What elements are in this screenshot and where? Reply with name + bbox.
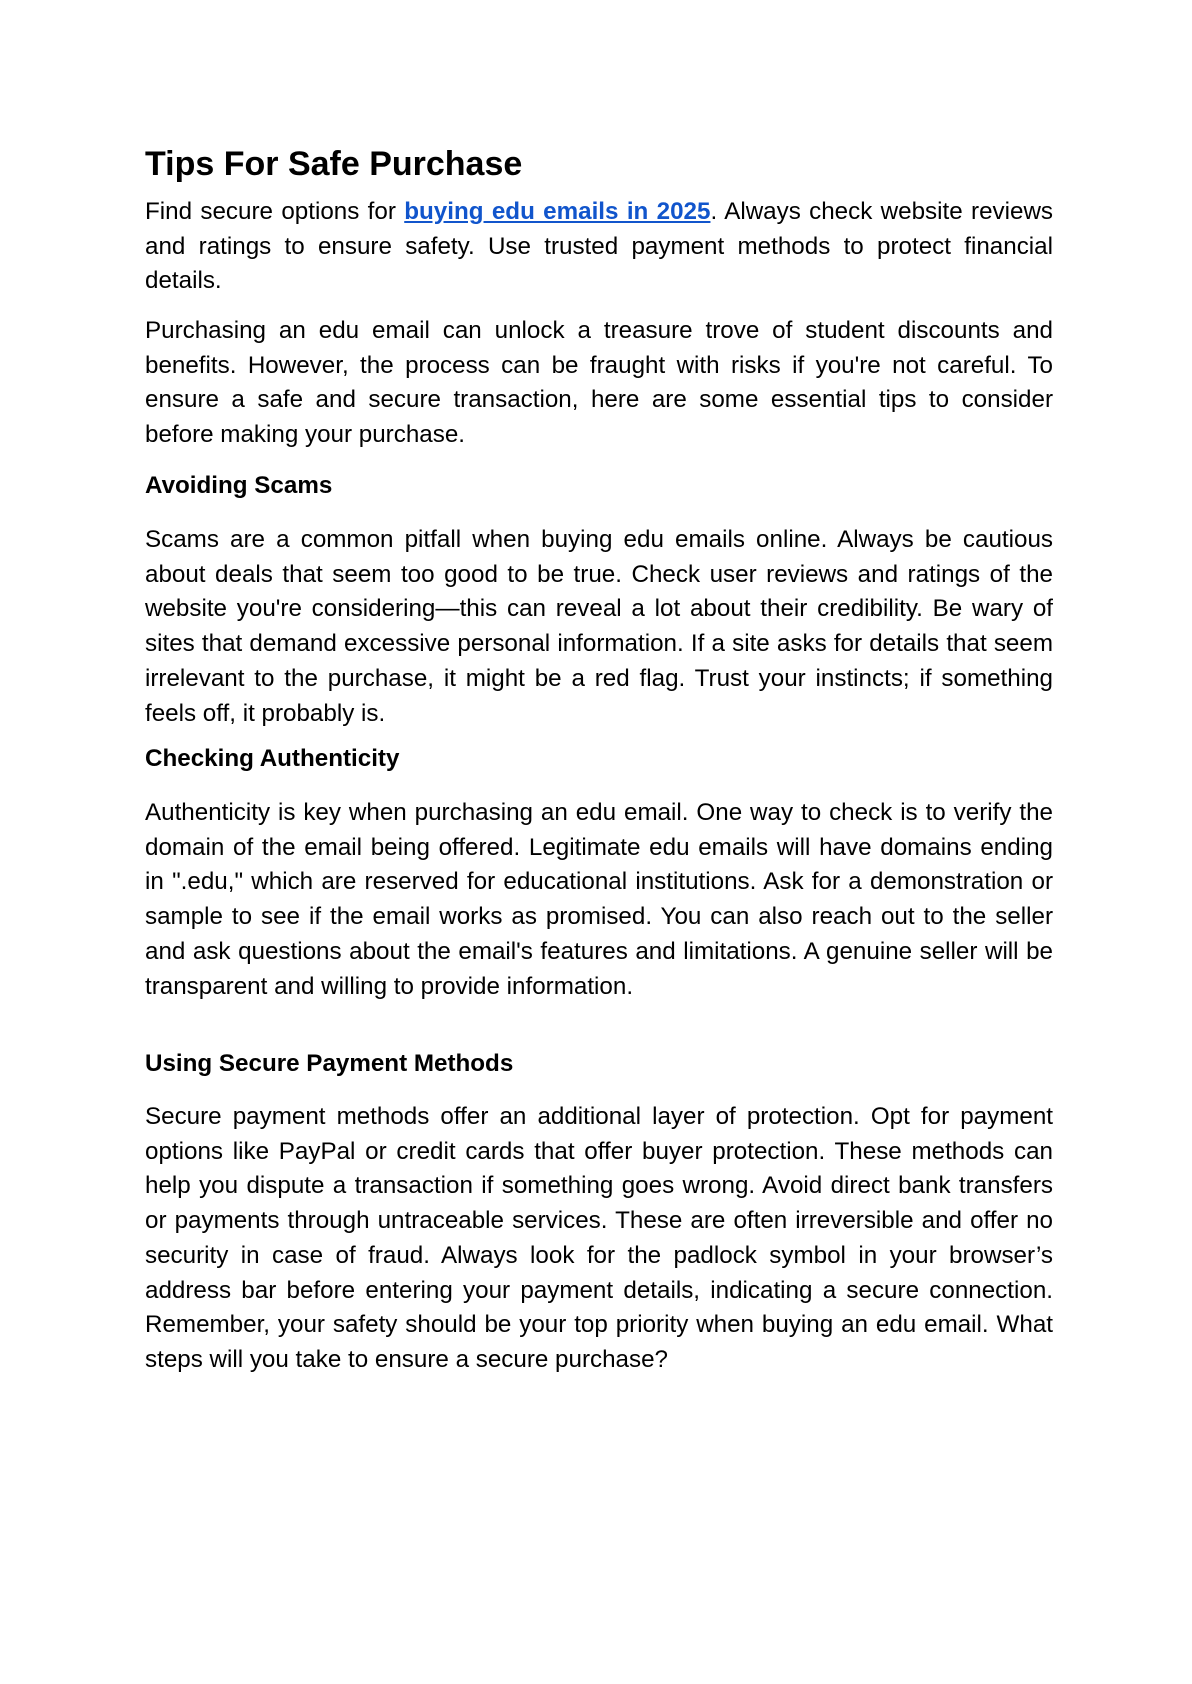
page-title: Tips For Safe Purchase: [145, 145, 523, 183]
section-heading-avoiding-scams: Avoiding Scams: [145, 472, 333, 499]
intro-text-after-link: . Always check website reviews and ratings to ensure safety. Use trusted payment methods to protect financial details.: [145, 198, 1053, 295]
section-body-secure-payment: Secure payment methods offer an additional layer of protection. Opt for payment options like PayPal or credit cards that offer buyer protection. These methods can help you dispute a transaction if something goes wrong. Avoid direct bank transfers or payments through untraceable services. These are often irreversible and offer no security in case of fraud. Always look for the padlock symbol in your browser’s address bar before entering your payment details, indicating a secure connection. Remember, your safety should be your top priority when buying an edu email. What steps will you take to ensure a secure purchase?: [145, 1103, 1053, 1373]
section-body-avoiding-scams: Scams are a common pitfall when buying edu emails online. Always be cautious about deals that seem too good to be true. Check user reviews and ratings of the website you're considering—this can reveal a lot about their credibility. Be wary of sites that demand excessive personal information. If a site asks for details that seem irrelevant to the purchase, it might be a red flag. Trust your instincts; if something feels off, it probably is.: [145, 526, 1053, 727]
intro-text-before-link: Find secure options for: [145, 198, 405, 225]
section-body-checking-authenticity: Authenticity is key when purchasing an edu email. One way to check is to verify the domain of the email being offered. Legitimate edu emails will have domains ending in ".edu," which are reserved for educational institutions. Ask for a demonstration or sample to see if the email works as promised. You can also reach out to the seller and ask questions about the email's features and limitations. A genuine seller will be transparent and willing to provide information.: [145, 799, 1053, 1000]
purchasing-paragraph: Purchasing an edu email can unlock a treasure trove of student discounts and benefits. However, the process can be fraught with risks if you're not careful. To ensure a safe and secure transaction, here are some essential tips to consider before making your purchase.: [145, 317, 1053, 449]
section-heading-secure-payment: Using Secure Payment Methods: [145, 1050, 514, 1077]
intro-paragraph: [145, 195, 1053, 299]
buying-edu-emails-link[interactable]: buying edu emails in 2025: [404, 198, 711, 225]
section-heading-checking-authenticity: Checking Authenticity: [145, 745, 400, 772]
